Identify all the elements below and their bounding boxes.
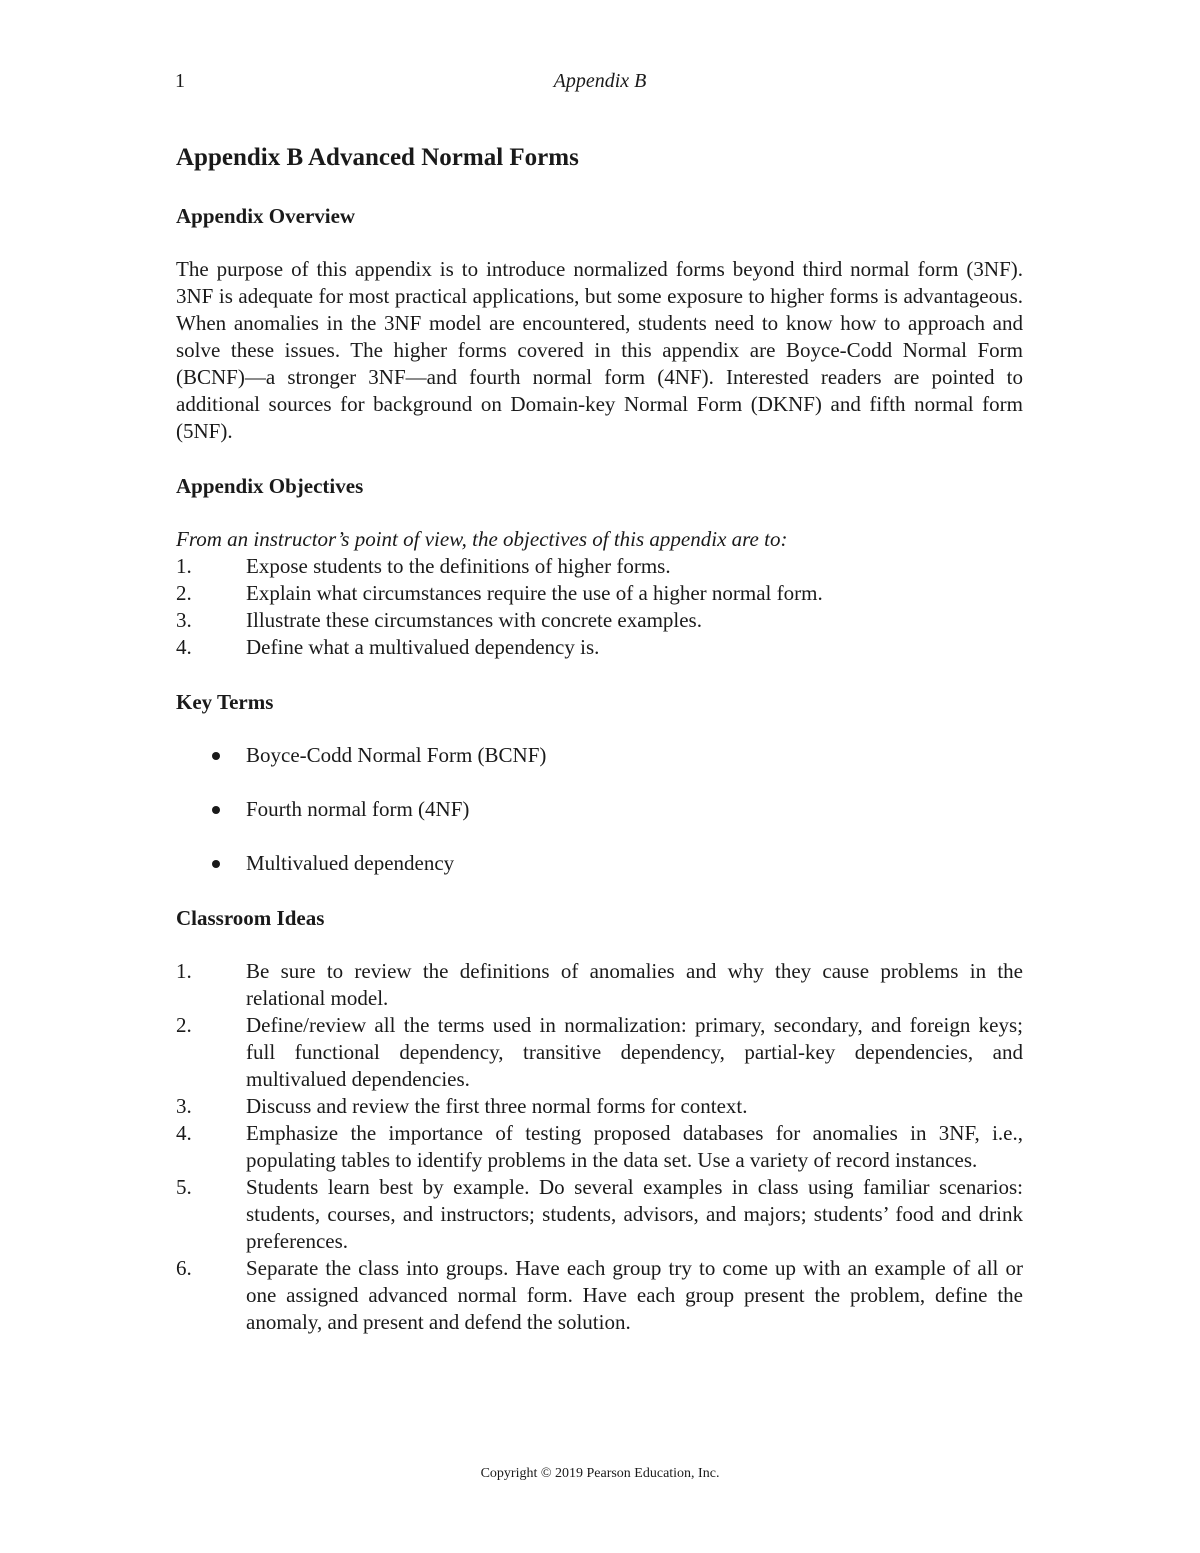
list-number: 2. [176,581,192,605]
list-number: 3. [176,608,192,632]
list-number: 3. [176,1094,192,1118]
list-item [176,580,1023,607]
list-number: 1. [176,959,192,983]
bullet-icon [212,752,220,760]
list-number: 1. [176,554,192,578]
list-text: Explain what circumstances require the use of a higher normal form. [246,581,823,605]
document-title: Appendix B Advanced Normal Forms [176,144,579,171]
list-item [176,958,1023,1012]
list-item [176,553,1023,580]
list-number: 4. [176,1121,192,1145]
list-number: 6. [176,1256,192,1280]
page-number: 1 [175,70,185,92]
document-body [176,142,1023,1363]
copyright-footer: Copyright © 2019 Pearson Education, Inc. [480,1466,720,1481]
list-item [176,1120,1023,1174]
overview-paragraph: The purpose of this appendix is to introduce normalized forms beyond third normal form (3NF). 3NF is adequate for most practical applications, but some exposure to higher forms is advantageous. When anomalies in the 3NF model are encountered, students need to know how to approach and solve these issues. The higher forms covered in this appendix are Boyce-Codd Normal Form (BCNF)—a stronger 3NF—and fourth normal form (4NF). Interested readers are pointed to additional sources for background on Domain-key Normal Form (DKNF) and fifth normal form (5NF). [176,257,1023,443]
list-text: Define what a multivalued dependency is. [246,635,600,659]
objectives-list [176,553,1023,661]
list-item [176,1255,1023,1336]
list-text: Illustrate these circumstances with concrete examples. [246,608,702,632]
list-item [176,1174,1023,1255]
objectives-heading: Appendix Objectives [176,474,364,498]
list-text: Be sure to review the definitions of anomalies and why they cause problems in the relational model. [246,959,1023,1010]
list-item [176,850,1023,877]
list-number: 4. [176,635,192,659]
list-text: Define/review all the terms used in normalization: primary, secondary, and foreign keys; full functional dependency, transitive dependency, partial-key dependencies, and multivalued dependencies. [246,1013,1023,1091]
overview-heading: Appendix Overview [176,204,356,228]
list-number: 5. [176,1175,192,1199]
bullet-icon [212,806,220,814]
list-text: Emphasize the importance of testing proposed databases for anomalies in 3NF, i.e., populating tables to identify problems in the data set. Use a variety of record instances. [246,1121,1023,1172]
list-item [176,796,1023,823]
classroom-ideas-heading: Classroom Ideas [176,906,325,930]
list-text: Discuss and review the first three normal forms for context. [246,1094,748,1118]
list-item [176,634,1023,661]
list-text: Expose students to the definitions of higher forms. [246,554,671,578]
objectives-intro: From an instructor’s point of view, the objectives of this appendix are to: [176,527,788,551]
list-text: Multivalued dependency [246,851,455,875]
list-text: Separate the class into groups. Have each group try to come up with an example of all or one assigned advanced normal form. Have each group present the problem, define the anomaly, and present and defend the solution. [246,1256,1023,1334]
list-item [176,607,1023,634]
classroom-ideas-list [176,958,1023,1336]
running-header: Appendix B [553,70,647,92]
bullet-icon [212,860,220,868]
list-item [176,1012,1023,1093]
list-item [176,742,1023,769]
list-number: 2. [176,1013,192,1037]
list-item [176,1093,1023,1120]
list-text: Students learn best by example. Do several examples in class using familiar scenarios: students, courses, and instructors; students, advisors, and majors; students’ food and drink preferences. [246,1175,1023,1253]
list-text: Fourth normal form (4NF) [246,797,470,821]
key-terms-heading: Key Terms [176,690,274,714]
key-terms-list [176,742,1023,877]
list-text: Boyce-Codd Normal Form (BCNF) [246,743,547,767]
